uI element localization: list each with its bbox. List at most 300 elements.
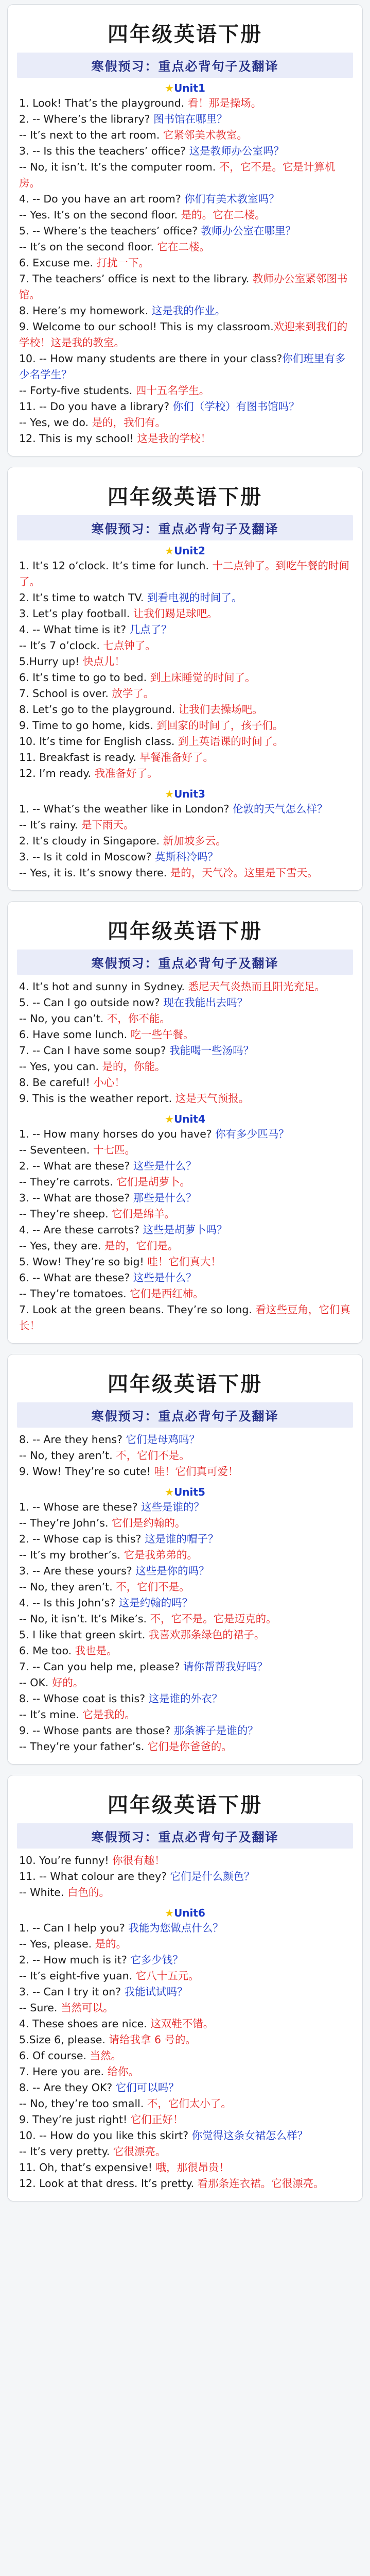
english-sentence: 3. -- Is it cold in Moscow? — [19, 851, 155, 863]
chinese-translation: 现在我能出去吗？ — [163, 996, 248, 1009]
english-sentence: -- Yes, please. — [19, 1938, 95, 1950]
chinese-translation: 你们班里有多少名学生？ — [19, 352, 346, 381]
chinese-translation: 它们是什么颜色？ — [170, 1870, 255, 1883]
unit-label: Unit1 — [174, 82, 205, 94]
sentence-line — [19, 1158, 351, 1174]
chinese-translation: 我能为您做点什么？ — [128, 1922, 223, 1934]
chinese-translation: 这些是你的吗？ — [135, 1565, 209, 1577]
sentence-line — [19, 207, 351, 223]
chinese-translation: 让我们踢足球吧。 — [133, 607, 218, 620]
sentence-line — [19, 718, 351, 734]
sentence-line — [19, 817, 351, 833]
english-sentence: -- Yes. It’s on the second floor. — [19, 209, 181, 221]
chinese-translation: 给你。 — [107, 2065, 139, 2078]
english-sentence: 8. -- Are they hens? — [19, 1433, 126, 1446]
sentence-line — [19, 1675, 351, 1691]
english-sentence: 6. Of course. — [19, 2049, 90, 2062]
chinese-translation: 到看电视的时间了。 — [147, 591, 242, 604]
sentence-line — [19, 111, 351, 127]
chinese-translation: 是的。它在二楼。 — [181, 209, 266, 221]
english-sentence: 3. -- Is this the teachers’ office? — [19, 145, 189, 157]
chinese-translation: 这是我的学校！ — [137, 432, 211, 445]
english-sentence: -- No, they aren’t. — [19, 1581, 116, 1593]
english-sentence: 11. Breakfast is ready. — [19, 751, 140, 764]
english-sentence: 1. -- How many horses do you have? — [19, 1128, 216, 1140]
english-sentence: -- They’re carrots. — [19, 1176, 117, 1188]
sentence-line — [19, 1853, 351, 1869]
chinese-translation: 这些是谁的？ — [141, 1501, 205, 1513]
sentence-line — [19, 2016, 351, 2032]
english-sentence: -- Yes, you can. — [19, 1060, 102, 1073]
english-sentence: 2. -- How much is it? — [19, 1954, 131, 1966]
chinese-translation: 当然。 — [90, 2049, 122, 2062]
sentence-line — [19, 303, 351, 319]
unit-label: Unit5 — [174, 1486, 205, 1498]
english-sentence: 4. -- Are these carrots? — [19, 1224, 143, 1236]
english-sentence: -- It’s very pretty. — [19, 2145, 113, 2158]
english-sentence: -- They’re sheep. — [19, 1208, 112, 1220]
sentence-line — [19, 1238, 351, 1254]
chinese-translation: 那些是什么？ — [133, 1192, 197, 1204]
chinese-translation: 我喜欢那条绿色的裙子。 — [148, 1629, 265, 1641]
sentence-line — [19, 1547, 351, 1563]
chinese-translation: 它紧邻美术教室。 — [163, 129, 248, 141]
sentence-line — [19, 1432, 351, 1448]
sentence-line — [19, 638, 351, 654]
english-sentence: -- Forty-five students. — [19, 384, 136, 397]
chinese-translation: 不，它不是。它是计算机房。 — [19, 161, 336, 189]
chinese-translation: 七点钟了。 — [103, 639, 156, 652]
english-sentence: -- No, they aren’t. — [19, 1449, 116, 1462]
english-sentence: 2. -- What are these? — [19, 1160, 133, 1172]
star-icon: ★ — [165, 1486, 174, 1498]
chinese-translation: 打扰一下。 — [96, 257, 149, 269]
english-sentence: 6. -- What are these? — [19, 1272, 133, 1284]
english-sentence: 6. Have some lunch. — [19, 1028, 131, 1041]
english-sentence: 12. This is my school! — [19, 432, 137, 445]
unit-label: Unit2 — [174, 545, 205, 557]
chinese-translation: 教师办公室在哪里？ — [201, 225, 296, 237]
english-sentence: 9. Wow! They’re so cute! — [19, 1465, 154, 1478]
english-sentence: 7. The teachers’ office is next to the library. — [19, 273, 253, 285]
chinese-translation: 你觉得这条女裙怎么样？ — [191, 2129, 308, 2142]
chinese-translation: 新加坡多云。 — [163, 835, 226, 847]
sentence-line — [19, 1595, 351, 1611]
sentence-line — [19, 1302, 351, 1334]
sentence-line — [19, 2000, 351, 2016]
chinese-translation: 十二点钟了。到吃午餐的时间了。 — [19, 560, 350, 588]
chinese-translation: 它们正好！ — [130, 2113, 184, 2126]
english-sentence: 5. -- Can I go outside now? — [19, 996, 164, 1009]
chinese-translation: 这是天气预报。 — [175, 1092, 250, 1105]
english-sentence: 9. This is the weather report. — [19, 1092, 175, 1105]
english-sentence: 9. They’re just right! — [19, 2113, 131, 2126]
page-card — [7, 901, 363, 1344]
page-card — [7, 1354, 363, 1765]
english-sentence: -- It’s eight-five yuan. — [19, 1970, 136, 1982]
english-sentence: -- No, it isn’t. It’s the computer room. — [19, 161, 219, 173]
page-subtitle: 寒假预习：重点必背句子及翻译 — [17, 515, 353, 540]
star-icon: ★ — [165, 788, 174, 800]
unit-heading — [19, 788, 351, 800]
sentence-line — [19, 2144, 351, 2160]
english-sentence: 9. Time to go home, kids. — [19, 719, 157, 732]
english-sentence: 1. -- Whose are these? — [19, 1501, 142, 1513]
english-sentence: 10. It’s time for English class. — [19, 735, 178, 748]
sentence-line — [19, 1270, 351, 1286]
chinese-translation: 教师办公室紧邻图书馆。 — [19, 273, 348, 301]
english-sentence: -- Sure. — [19, 2002, 61, 2014]
english-sentence: 1. -- What’s the weather like in London? — [19, 803, 233, 815]
sentence-line — [19, 127, 351, 143]
chinese-translation: 不，它们不是。 — [116, 1449, 190, 1462]
sentence-line — [19, 223, 351, 239]
chinese-translation: 它多少钱？ — [130, 1954, 183, 1966]
chinese-translation: 莫斯科冷吗？ — [155, 851, 219, 863]
chinese-translation: 看这些豆角，它们真长！ — [19, 1303, 350, 1332]
english-sentence: -- No, you can’t. — [19, 1012, 107, 1025]
sentence-line — [19, 1920, 351, 1936]
english-sentence: 6. It’s time to go to bed. — [19, 671, 150, 684]
english-sentence: -- It’s my brother’s. — [19, 1549, 124, 1561]
sentence-line — [19, 143, 351, 159]
english-sentence: -- They’re John’s. — [19, 1517, 112, 1529]
english-sentence: 2. It’s cloudy in Singapore. — [19, 835, 163, 847]
chinese-translation: 我能试试吗？ — [124, 1986, 188, 1998]
sentence-line — [19, 191, 351, 207]
chinese-translation: 不，它们太小了。 — [147, 2097, 232, 2110]
chinese-translation: 是的。 — [95, 1938, 127, 1950]
chinese-translation: 悉尼天气炎热而且阳光充足。 — [188, 980, 326, 993]
english-sentence: 1. Look! That’s the playground. — [19, 97, 188, 109]
chinese-translation: 欢迎来到我们的学校！这是我的教室。 — [19, 320, 348, 349]
english-sentence: 1. It’s 12 o’clock. It’s time for lunch. — [19, 560, 213, 572]
chinese-translation: 是的，它们是。 — [104, 1240, 179, 1252]
english-sentence: 4. -- Do you have an art room? — [19, 193, 185, 205]
english-sentence: 3. -- Are these yours? — [19, 1565, 136, 1577]
english-sentence: -- It’s 7 o’clock. — [19, 639, 103, 652]
chinese-translation: 它们是你爸爸的。 — [147, 1740, 232, 1753]
unit-label: Unit4 — [174, 1113, 205, 1125]
english-sentence: -- Yes, we do. — [19, 416, 92, 429]
sentence-line — [19, 95, 351, 111]
english-sentence: 9. Welcome to our school! This is my classroom. — [19, 320, 274, 333]
sentence-line — [19, 558, 351, 590]
chinese-translation: 这是谁的帽子？ — [145, 1533, 219, 1545]
chinese-translation: 它是我的。 — [82, 1708, 135, 1721]
chinese-translation: 当然可以。 — [60, 2002, 114, 2014]
sentence-line — [19, 622, 351, 638]
sentence-line — [19, 1254, 351, 1270]
chinese-translation: 那条裤子是谁的？ — [173, 1724, 258, 1737]
english-sentence: 5. I like that green skirt. — [19, 1629, 149, 1641]
chinese-translation: 这双鞋不错。 — [150, 2018, 214, 2030]
sentence-line — [19, 1691, 351, 1707]
sentence-line — [19, 849, 351, 865]
sentence-line — [19, 2032, 351, 2048]
sentence-line — [19, 1627, 351, 1643]
english-sentence: 8. -- Are they OK? — [19, 2081, 116, 2094]
unit-heading — [19, 1907, 351, 1919]
sentence-line — [19, 2064, 351, 2080]
chinese-translation: 是的，天气冷。这里是下雪天。 — [170, 867, 318, 879]
english-sentence: -- It’s mine. — [19, 1708, 83, 1721]
chinese-translation: 几点了？ — [129, 623, 172, 636]
star-icon: ★ — [165, 545, 174, 557]
unit-label: Unit3 — [174, 788, 205, 800]
english-sentence: 7. -- Can you help me, please? — [19, 1660, 183, 1673]
sentence-line — [19, 1739, 351, 1755]
chinese-translation: 它很漂亮。 — [113, 2145, 166, 2158]
sentence-line — [19, 1142, 351, 1158]
english-sentence: 4. -- Is this John’s? — [19, 1597, 119, 1609]
english-sentence: 5.Hurry up! — [19, 655, 83, 668]
chinese-translation: 到上英语课的时间了。 — [178, 735, 284, 748]
chinese-translation: 它是我弟弟的。 — [124, 1549, 198, 1561]
chinese-translation: 看！那是操场。 — [187, 97, 262, 109]
chinese-translation: 这些是胡萝卜吗？ — [143, 1224, 227, 1236]
sentence-line — [19, 1515, 351, 1531]
page-card — [7, 4, 363, 456]
sentence-line — [19, 833, 351, 849]
english-sentence: 4. It’s hot and sunny in Sydney. — [19, 980, 188, 993]
chinese-translation: 白色的。 — [67, 1886, 110, 1899]
page-card — [7, 1775, 363, 2201]
star-icon: ★ — [165, 82, 174, 94]
sentence-line — [19, 865, 351, 881]
english-sentence: 8. -- Whose coat is this? — [19, 1692, 149, 1705]
chinese-translation: 它在二楼。 — [157, 241, 210, 253]
english-sentence: 6. Excuse me. — [19, 257, 97, 269]
page-subtitle: 寒假预习：重点必背句子及翻译 — [17, 1402, 353, 1428]
english-sentence: 2. It’s time to watch TV. — [19, 591, 147, 604]
english-sentence: 4. These shoes are nice. — [19, 2018, 151, 2030]
chinese-translation: 快点儿！ — [82, 655, 125, 668]
sentence-line — [19, 2048, 351, 2064]
section-gap — [19, 1480, 351, 1483]
page-subtitle: 寒假预习：重点必背句子及翻译 — [17, 1823, 353, 1849]
sentence-line — [19, 415, 351, 431]
english-sentence: 7. -- Can I have some soup? — [19, 1044, 170, 1057]
chinese-translation: 哇！它们真大！ — [147, 1256, 221, 1268]
sentence-line — [19, 1723, 351, 1739]
sentence-line — [19, 1499, 351, 1515]
sentence-line — [19, 239, 351, 255]
chinese-translation: 这些是什么？ — [133, 1272, 197, 1284]
sentence-line — [19, 1059, 351, 1075]
sentence-line — [19, 1659, 351, 1675]
sentence-line — [19, 1869, 351, 1885]
chinese-translation: 你们有美术教室吗？ — [184, 193, 279, 205]
english-sentence: -- Seventeen. — [19, 1144, 93, 1156]
english-sentence: 9. -- Whose pants are those? — [19, 1724, 174, 1737]
english-sentence: 3. -- What are those? — [19, 1192, 133, 1204]
english-sentence: 2. -- Whose cap is this? — [19, 1533, 145, 1545]
page-title: 四年级英语下册 — [108, 1793, 262, 1817]
chinese-translation: 不，它们不是。 — [116, 1581, 190, 1593]
chinese-translation: 这是谁的外衣？ — [148, 1692, 223, 1705]
sentence-line — [19, 750, 351, 766]
sentence-line — [19, 801, 351, 817]
sentence-line — [19, 995, 351, 1011]
english-sentence: -- It’s next to the art room. — [19, 129, 163, 141]
english-sentence: 2. -- Where’s the library? — [19, 113, 154, 125]
chinese-translation: 哦，那很昂贵！ — [155, 2161, 230, 2174]
english-sentence: 10. -- How many students are there in your class? — [19, 352, 283, 365]
english-sentence: 10. -- How do you like this skirt? — [19, 2129, 192, 2142]
english-sentence: -- Yes, they are. — [19, 1240, 104, 1252]
chinese-translation: 这些是什么？ — [133, 1160, 197, 1172]
sentence-line — [19, 2176, 351, 2192]
sentence-line — [19, 2160, 351, 2176]
chinese-translation: 你有多少匹马？ — [215, 1128, 289, 1140]
english-sentence: 7. Look at the green beans. They’re so long. — [19, 1303, 256, 1316]
english-sentence: 5. Wow! They’re so big! — [19, 1256, 148, 1268]
chinese-translation: 我准备好了。 — [94, 767, 158, 779]
chinese-translation: 到回家的时间了，孩子们。 — [156, 719, 284, 732]
sentence-line — [19, 1027, 351, 1043]
chinese-translation: 让我们去操场吧。 — [178, 703, 263, 716]
sentence-line — [19, 1091, 351, 1107]
sentence-line — [19, 1286, 351, 1302]
sentence-line — [19, 1174, 351, 1190]
chinese-translation: 看那条连衣裙。它很漂亮。 — [197, 2177, 324, 2190]
sentence-line — [19, 686, 351, 702]
english-sentence: 8. Let’s go to the playground. — [19, 703, 179, 716]
sentence-line — [19, 1563, 351, 1579]
unit-heading — [19, 545, 351, 557]
sentence-line — [19, 1968, 351, 1984]
sentence-line — [19, 1531, 351, 1547]
english-sentence: -- It’s on the second floor. — [19, 241, 157, 253]
chinese-translation: 哇！它们真可爱！ — [154, 1465, 239, 1478]
sentence-line — [19, 654, 351, 670]
star-icon: ★ — [165, 1907, 174, 1919]
sentence-line — [19, 383, 351, 399]
chinese-translation: 你们（学校）有图书馆吗？ — [172, 400, 299, 413]
english-sentence: 4. -- What time is it? — [19, 623, 130, 636]
chinese-translation: 它八十五元。 — [135, 1970, 199, 1982]
english-sentence: 11. -- What colour are they? — [19, 1870, 170, 1883]
unit-label: Unit6 — [174, 1907, 205, 1919]
sentence-line — [19, 1643, 351, 1659]
english-sentence: -- White. — [19, 1886, 67, 1899]
sentence-line — [19, 1011, 351, 1027]
chinese-translation: 早餐准备好了。 — [139, 751, 214, 764]
sentence-line — [19, 2112, 351, 2128]
chinese-translation: 伦敦的天气怎么样？ — [233, 803, 328, 815]
sentence-line — [19, 159, 351, 191]
english-sentence: -- No, it isn’t. It’s Mike’s. — [19, 1613, 150, 1625]
sentence-line — [19, 1984, 351, 2000]
sentence-line — [19, 979, 351, 995]
page-title: 四年级英语下册 — [108, 919, 262, 943]
star-icon: ★ — [165, 1113, 174, 1125]
sentence-line — [19, 766, 351, 782]
document-root — [0, 4, 370, 2201]
unit-heading — [19, 82, 351, 94]
sentence-line — [19, 351, 351, 383]
chinese-translation: 你很有趣！ — [112, 1854, 165, 1867]
sentence-line — [19, 271, 351, 303]
chinese-translation: 这是我的作业。 — [151, 304, 226, 317]
chinese-translation: 四十五名学生。 — [135, 384, 210, 397]
english-sentence: -- They’re tomatoes. — [19, 1287, 130, 1300]
english-sentence: 7. School is over. — [19, 687, 112, 700]
sentence-line — [19, 1885, 351, 1901]
chinese-translation: 这是教师办公室吗？ — [189, 145, 285, 157]
chinese-translation: 请你帮帮我好吗？ — [183, 1660, 268, 1673]
sentence-line — [19, 399, 351, 415]
english-sentence: 3. -- Can I try it on? — [19, 1986, 125, 1998]
english-sentence: 11. Oh, that’s expensive! — [19, 2161, 156, 2174]
chinese-translation: 图书馆在哪里？ — [153, 113, 227, 125]
page-card — [7, 467, 363, 891]
chinese-translation: 这是约翰的吗？ — [118, 1597, 193, 1609]
chinese-translation: 不，它不是。它是迈克的。 — [150, 1613, 277, 1625]
unit-heading — [19, 1486, 351, 1498]
page-title: 四年级英语下册 — [108, 22, 262, 46]
english-sentence: 12. I’m ready. — [19, 767, 95, 779]
chinese-translation: 它们是胡萝卜。 — [116, 1176, 190, 1188]
page-title: 四年级英语下册 — [108, 1372, 262, 1396]
chinese-translation: 十七匹。 — [93, 1144, 135, 1156]
sentence-line — [19, 1222, 351, 1238]
sentence-line — [19, 1448, 351, 1464]
sentence-line — [19, 1707, 351, 1723]
sentence-line — [19, 2080, 351, 2096]
sentence-line — [19, 1206, 351, 1222]
english-sentence: -- Yes, it is. It’s snowy there. — [19, 867, 170, 879]
sentence-line — [19, 590, 351, 606]
chinese-translation: 不，你不能。 — [107, 1012, 170, 1025]
sentence-line — [19, 606, 351, 622]
sentence-line — [19, 1043, 351, 1059]
english-sentence: -- It’s rainy. — [19, 819, 82, 831]
english-sentence: 12. Look at that dress. It’s pretty. — [19, 2177, 198, 2190]
english-sentence: 3. Let’s play football. — [19, 607, 133, 620]
chinese-translation: 到上床睡觉的时间了。 — [150, 671, 256, 684]
chinese-translation: 它们是西红柿。 — [130, 1287, 204, 1300]
sentence-line — [19, 431, 351, 447]
sentence-line — [19, 670, 351, 686]
english-sentence: 5. -- Where’s the teachers’ office? — [19, 225, 201, 237]
sentence-line — [19, 1190, 351, 1206]
section-gap — [19, 1901, 351, 1904]
chinese-translation: 它们是约翰的。 — [112, 1517, 186, 1529]
english-sentence: 11. -- Do you have a library? — [19, 400, 173, 413]
page-title: 四年级英语下册 — [108, 485, 262, 509]
chinese-translation: 我能喝一些汤吗？ — [169, 1044, 254, 1057]
chinese-translation: 放学了。 — [112, 687, 154, 700]
chinese-translation: 请给我拿 6 号的。 — [109, 2033, 197, 2046]
page-subtitle: 寒假预习：重点必背句子及翻译 — [17, 950, 353, 975]
english-sentence: 10. You’re funny! — [19, 1854, 113, 1867]
english-sentence: -- OK. — [19, 1676, 52, 1689]
section-gap — [19, 782, 351, 785]
sentence-line — [19, 1952, 351, 1968]
english-sentence: -- No, they’re too small. — [19, 2097, 147, 2110]
sentence-line — [19, 1579, 351, 1595]
english-sentence: 6. Me too. — [19, 1645, 75, 1657]
sentence-line — [19, 1936, 351, 1952]
section-gap — [19, 1107, 351, 1110]
chinese-translation: 它们是母鸡吗？ — [126, 1433, 200, 1446]
chinese-translation: 是的，我们有。 — [92, 416, 166, 429]
sentence-line — [19, 1126, 351, 1142]
sentence-line — [19, 2096, 351, 2112]
chinese-translation: 是下雨天。 — [81, 819, 134, 831]
